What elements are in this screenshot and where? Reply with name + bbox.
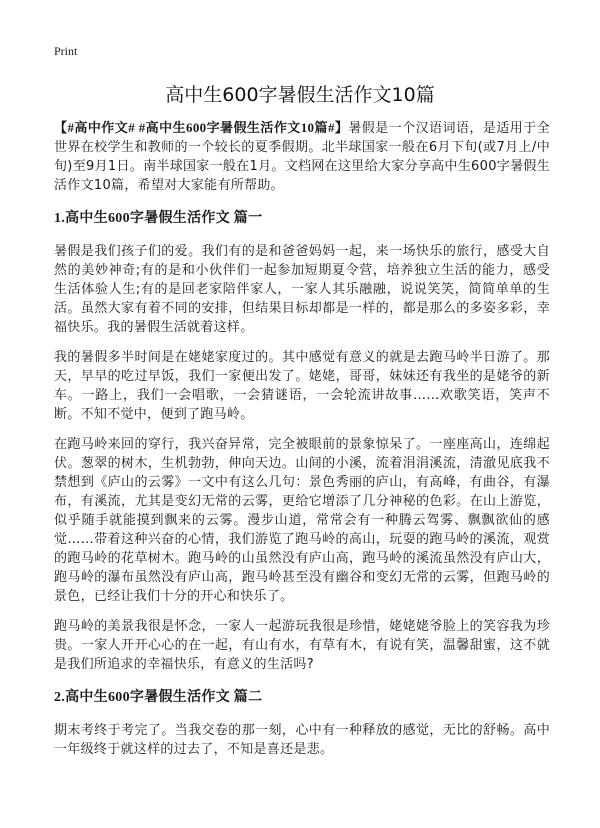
paragraph: 期末考终于考完了。当我交卷的那一刻，心中有一种释放的感觉，无比的舒畅。高中一年级终于就这样的过去了，不知是喜还是悲。 xyxy=(54,723,550,757)
intro-paragraph xyxy=(54,118,550,195)
paragraph: 我的暑假多半时间是在姥姥家度过的。其中感觉有意义的就是去跑马岭半日游了。那天，早早的吃过早饭，我们一家便出发了。姥姥，哥哥，妹妹还有我坐的是姥爷的新车。一路上，我们一会唱歌，一会猜谜语，一会轮流讲故事……欢歌笑语，笑声不断。不知不觉中，便到了跑马岭。 xyxy=(54,350,550,422)
page-title: 高中生600字暑假生活作文10篇 xyxy=(165,84,435,106)
section-heading-2: 2.高中生600字暑假生活作文 篇二 xyxy=(54,690,263,705)
print-label: Print xyxy=(54,44,78,58)
intro-tag: 【#高中作文# #高中生600字暑假生活作文10篇#】 xyxy=(54,120,349,135)
paragraph: 暑假是我们孩子们的爱。我们有的是和爸爸妈妈一起，来一场快乐的旅行，感受大自然的美妙神奇;有的是和小伙伴们一起参加短期夏令营，培养独立生活的能力，感受生活体验人生;有的是回老家陪伴家人，一家人其乐融融，说说笑笑，简简单单的生活。虽然大家有着不同的安排，但结果目标却都是一样的，都是那么的多姿多彩，幸福快乐。我的暑假生活就着这样。 xyxy=(54,244,550,335)
paragraph: 在跑马岭来回的穿行，我兴奋异常，完全被眼前的景象惊呆了。一座座高山，连绵起伏。葱翠的树木，生机勃勃，伸向天边。山间的小溪，流着涓涓溪流，清澈见底我不禁想到《庐山的云雾》一文中有这么几句：景色秀丽的庐山，有高峰，有曲谷，有瀑布，有溪流，尤其是变幻无常的云雾，更给它增添了几分神秘的色彩。在山上游览，似乎随手就能摸到飘来的云雾。漫步山道，常常会有一种腾云驾雾、飘飘欲仙的感觉……带着这种兴奋的心情，我们游览了跑马岭的高山，玩耍的跑马岭的溪流，观赏的跑马岭的花草树木。跑马岭的山虽然没有庐山高，跑马岭的溪流虽然没有庐山大，跑马岭的瀑布虽然没有庐山高，跑马岭甚至没有幽谷和变幻无常的云雾，但跑马岭的景色，已经让我们十分的开心和快乐了。 xyxy=(54,437,550,604)
paragraph: 跑马岭的美景我很是怀念，一家人一起游玩我很是珍惜，姥姥姥爷脸上的笑容我为珍贵。一家人开开心心的在一起，有山有水，有草有木，有说有笑，温馨甜蜜，这不就是我们所追求的幸福快乐，有意义的生活吗? xyxy=(54,619,550,672)
document-body xyxy=(54,118,550,770)
section-heading-1: 1.高中生600字暑假生活作文 篇一 xyxy=(54,211,263,226)
intro-text: 暑假是一个汉语词语，是适用于全世界在校学生和教师的一个较长的夏季假期。北半球国家一般在6月下旬(或7月上/中旬)至9月1日。南半球国家一般在1月。文档网在这里给大家分享高中生600字暑假生活作文10篇，希望对大家能有所帮助。 xyxy=(54,121,550,193)
